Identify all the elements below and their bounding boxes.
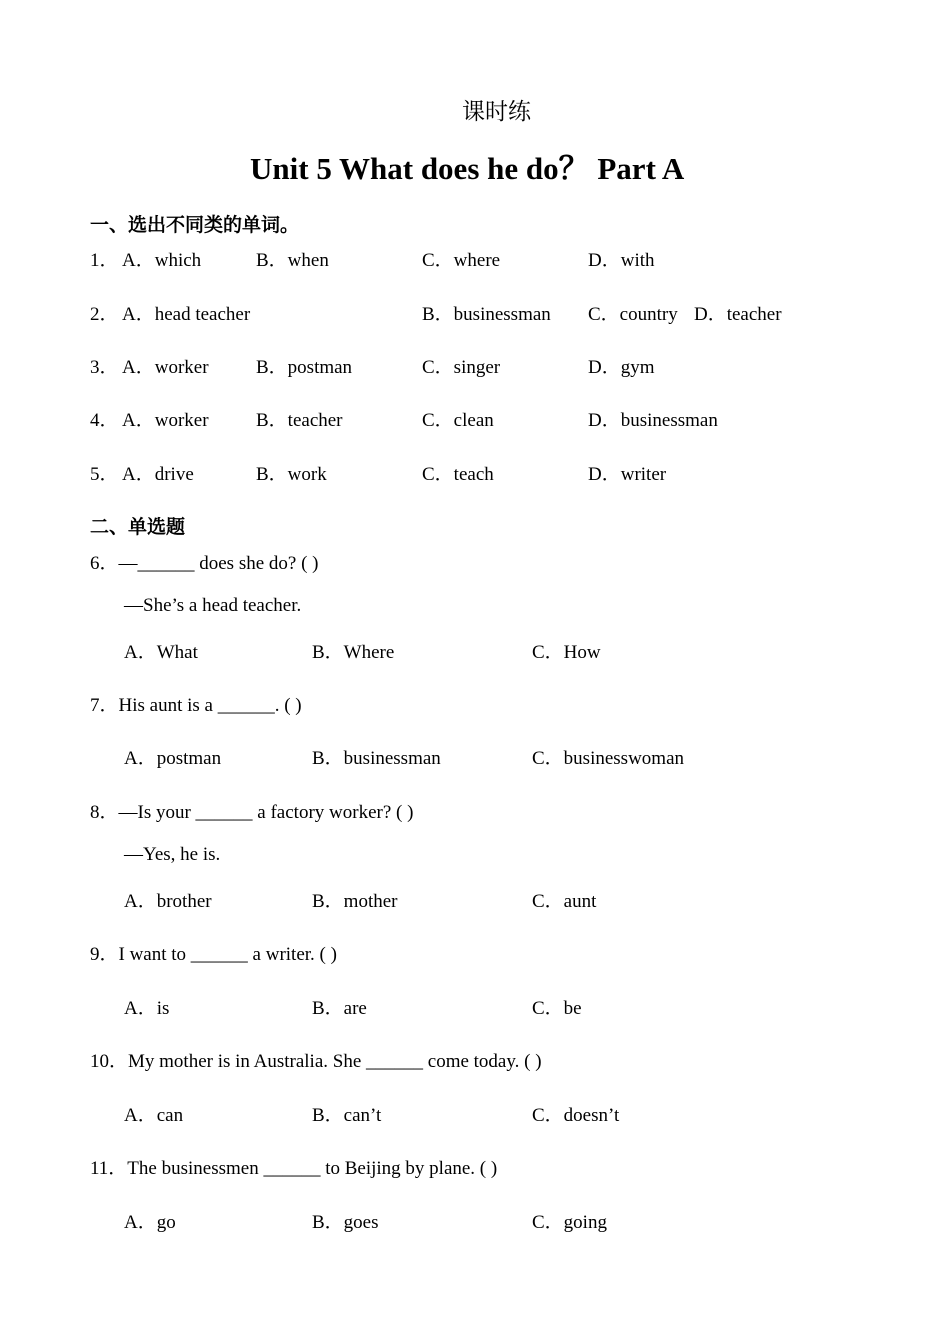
option-c: C．doesn’t [532,1105,620,1126]
option-a: A．which [122,250,202,271]
question-number: 1． [90,250,119,271]
question-number: 2． [90,304,119,325]
option-c: C．clean [422,410,494,431]
option-a: A．brother [124,891,212,912]
option-b: B．postman [256,357,353,378]
question-reply: —She’s a head teacher. [124,595,302,616]
option-b: B．are [312,998,367,1019]
option-a: A．drive [122,464,194,485]
section-2-heading: 二、单选题 [90,516,186,538]
option-a: A．is [124,998,170,1019]
option-d: D．teacher [694,304,782,325]
option-d: D．writer [588,464,667,485]
option-c: C．going [532,1212,607,1233]
option-a: A．postman [124,748,222,769]
option-a: A．head teacher [122,304,251,325]
page-subtitle: 课时练 [462,99,531,125]
option-a: A．can [124,1105,184,1126]
question-stem: 9．I want to ______ a writer. ( ) [90,944,337,965]
option-b: B．teacher [256,410,343,431]
question-stem: 8．—Is your ______ a factory worker? ( ) [90,802,414,823]
question-number: 4． [90,410,119,431]
option-c: C．singer [422,357,501,378]
option-d: D．businessman [588,410,718,431]
option-b: B．Where [312,642,395,663]
option-b: B．work [256,464,327,485]
option-c: C．teach [422,464,494,485]
option-a: A．worker [122,410,209,431]
option-a: A．worker [122,357,209,378]
option-b: B．when [256,250,329,271]
option-b: B．businessman [312,748,441,769]
question-reply: —Yes, he is. [124,844,221,865]
question-number: 3． [90,357,119,378]
option-b: B．goes [312,1212,379,1233]
option-a: A．What [124,642,198,663]
option-d: D．with [588,250,655,271]
option-a: A．go [124,1212,176,1233]
page-title: Unit 5 What does he do？ Part A [250,151,685,186]
question-number: 5． [90,464,119,485]
option-b: B．businessman [422,304,551,325]
question-stem: 11．The businessmen ______ to Beijing by plane. ( ) [90,1158,498,1179]
option-c: C．How [532,642,601,663]
question-stem: 6．—______ does she do? ( ) [90,553,319,574]
option-c: C．where [422,250,501,271]
option-b: B．mother [312,891,398,912]
section-1-heading: 一、选出不同类的单词。 [90,214,300,236]
option-c: C．aunt [532,891,597,912]
question-stem: 10．My mother is in Australia. She ______ come today. ( ) [90,1051,542,1072]
question-stem: 7．His aunt is a ______. ( ) [90,695,302,716]
option-c: C．be [532,998,582,1019]
option-d: D．gym [588,357,655,378]
option-c: C．businesswoman [532,748,685,769]
option-c: C．country [588,304,678,325]
option-b: B．can’t [312,1105,382,1126]
